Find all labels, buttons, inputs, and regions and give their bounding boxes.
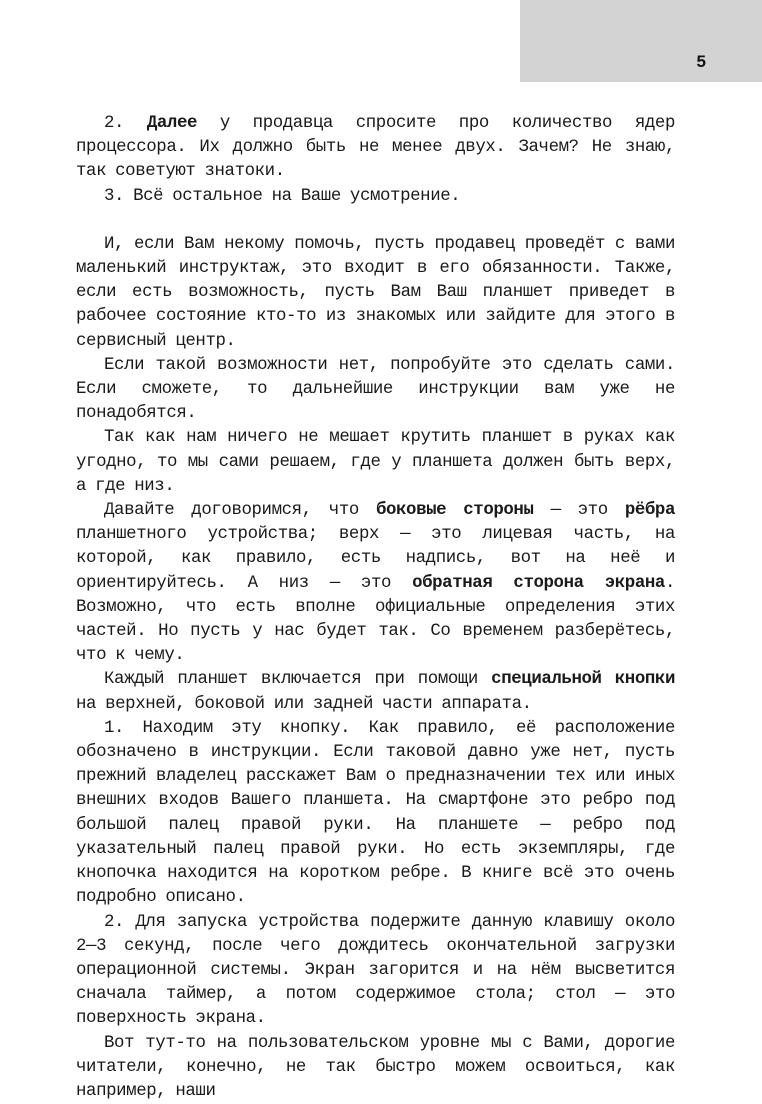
bold-term: обратная сторона экрана <box>412 573 665 593</box>
paragraph: Каждый планшет включается при помощи специальной кнопки на верхней, боковой или задней части аппарата. <box>76 670 675 714</box>
paragraph: 2. Далее у продавца спросите про количество ядер процессора. Их должно быть не менее двух. Зачем? Не знаю, так советуют знатоки. <box>76 114 675 182</box>
bold-term: боковые стороны <box>375 501 534 521</box>
bold-term: рёбра <box>624 501 675 521</box>
paragraph: Если такой возможности нет, попробуйте это сделать сами. Если сможете, то дальнейшие инструкции вам уже не понадобятся. <box>76 355 675 424</box>
page-number-tab <box>520 0 762 82</box>
paragraph: Так как нам ничего не мешает крутить планшет в руках как угодно, то мы сами решаем, где у планшета должен быть верх, а где низ. <box>76 428 675 496</box>
bold-term: специальной кнопки <box>491 670 675 690</box>
paragraph: Давайте договоримся, что боковые стороны — это рёбра планшетного устройства; верх — это лицевая часть, на которой, как правило, есть надпись, вот на неё и ориентируйтесь. А низ — это обратная сторона экрана. Возможно, что есть вполне официальные определения этих частей. Но пусть у нас будет так. Со временем разберётесь, что к чему. <box>76 501 675 666</box>
page-body <box>76 112 675 1104</box>
bold-term: Далее <box>146 114 198 133</box>
paragraph: И, если Вам некому помочь, пусть продавец проведёт с вами маленький инструктаж, это входит в его обязанности. Также, если есть возможность, пусть Вам Ваш планшет приведет в рабочее состояние кто-то из знакомых или зайдите для этого в сервисный центр. <box>76 234 675 351</box>
paragraph: Вот тут-то на пользовательском уровне мы с Вами, дорогие читатели, конечно, не так быстро можем освоиться, как например, наши <box>76 1033 675 1101</box>
page-number: 5 <box>696 52 706 71</box>
paragraph: 1. Находим эту кнопку. Как правило, её расположение обозначено в инструкции. Если таковой давно уже нет, пусть прежний владелец расскажет Вам о предназначении тех или иных внешних входов Вашего планшета. На смартфоне это ребро под большой палец правой руки. На планшете — ребро под указательный палец правой руки. Но есть экземпляры, где кнопочка находится на коротком ребре. В книге всё это очень подробно описано. <box>76 718 675 908</box>
paragraph: 2. Для запуска устройства подержите данную клавишу около 2—3 секунд, после чего дождитесь окончательной загрузки операционной системы. Экран загорится и на нём высветится сначала таймер, а потом содержимое стола; стол — это поверхность экрана. <box>76 912 675 1029</box>
paragraph: 3. Всё остальное на Ваше усмотрение. <box>104 186 461 206</box>
